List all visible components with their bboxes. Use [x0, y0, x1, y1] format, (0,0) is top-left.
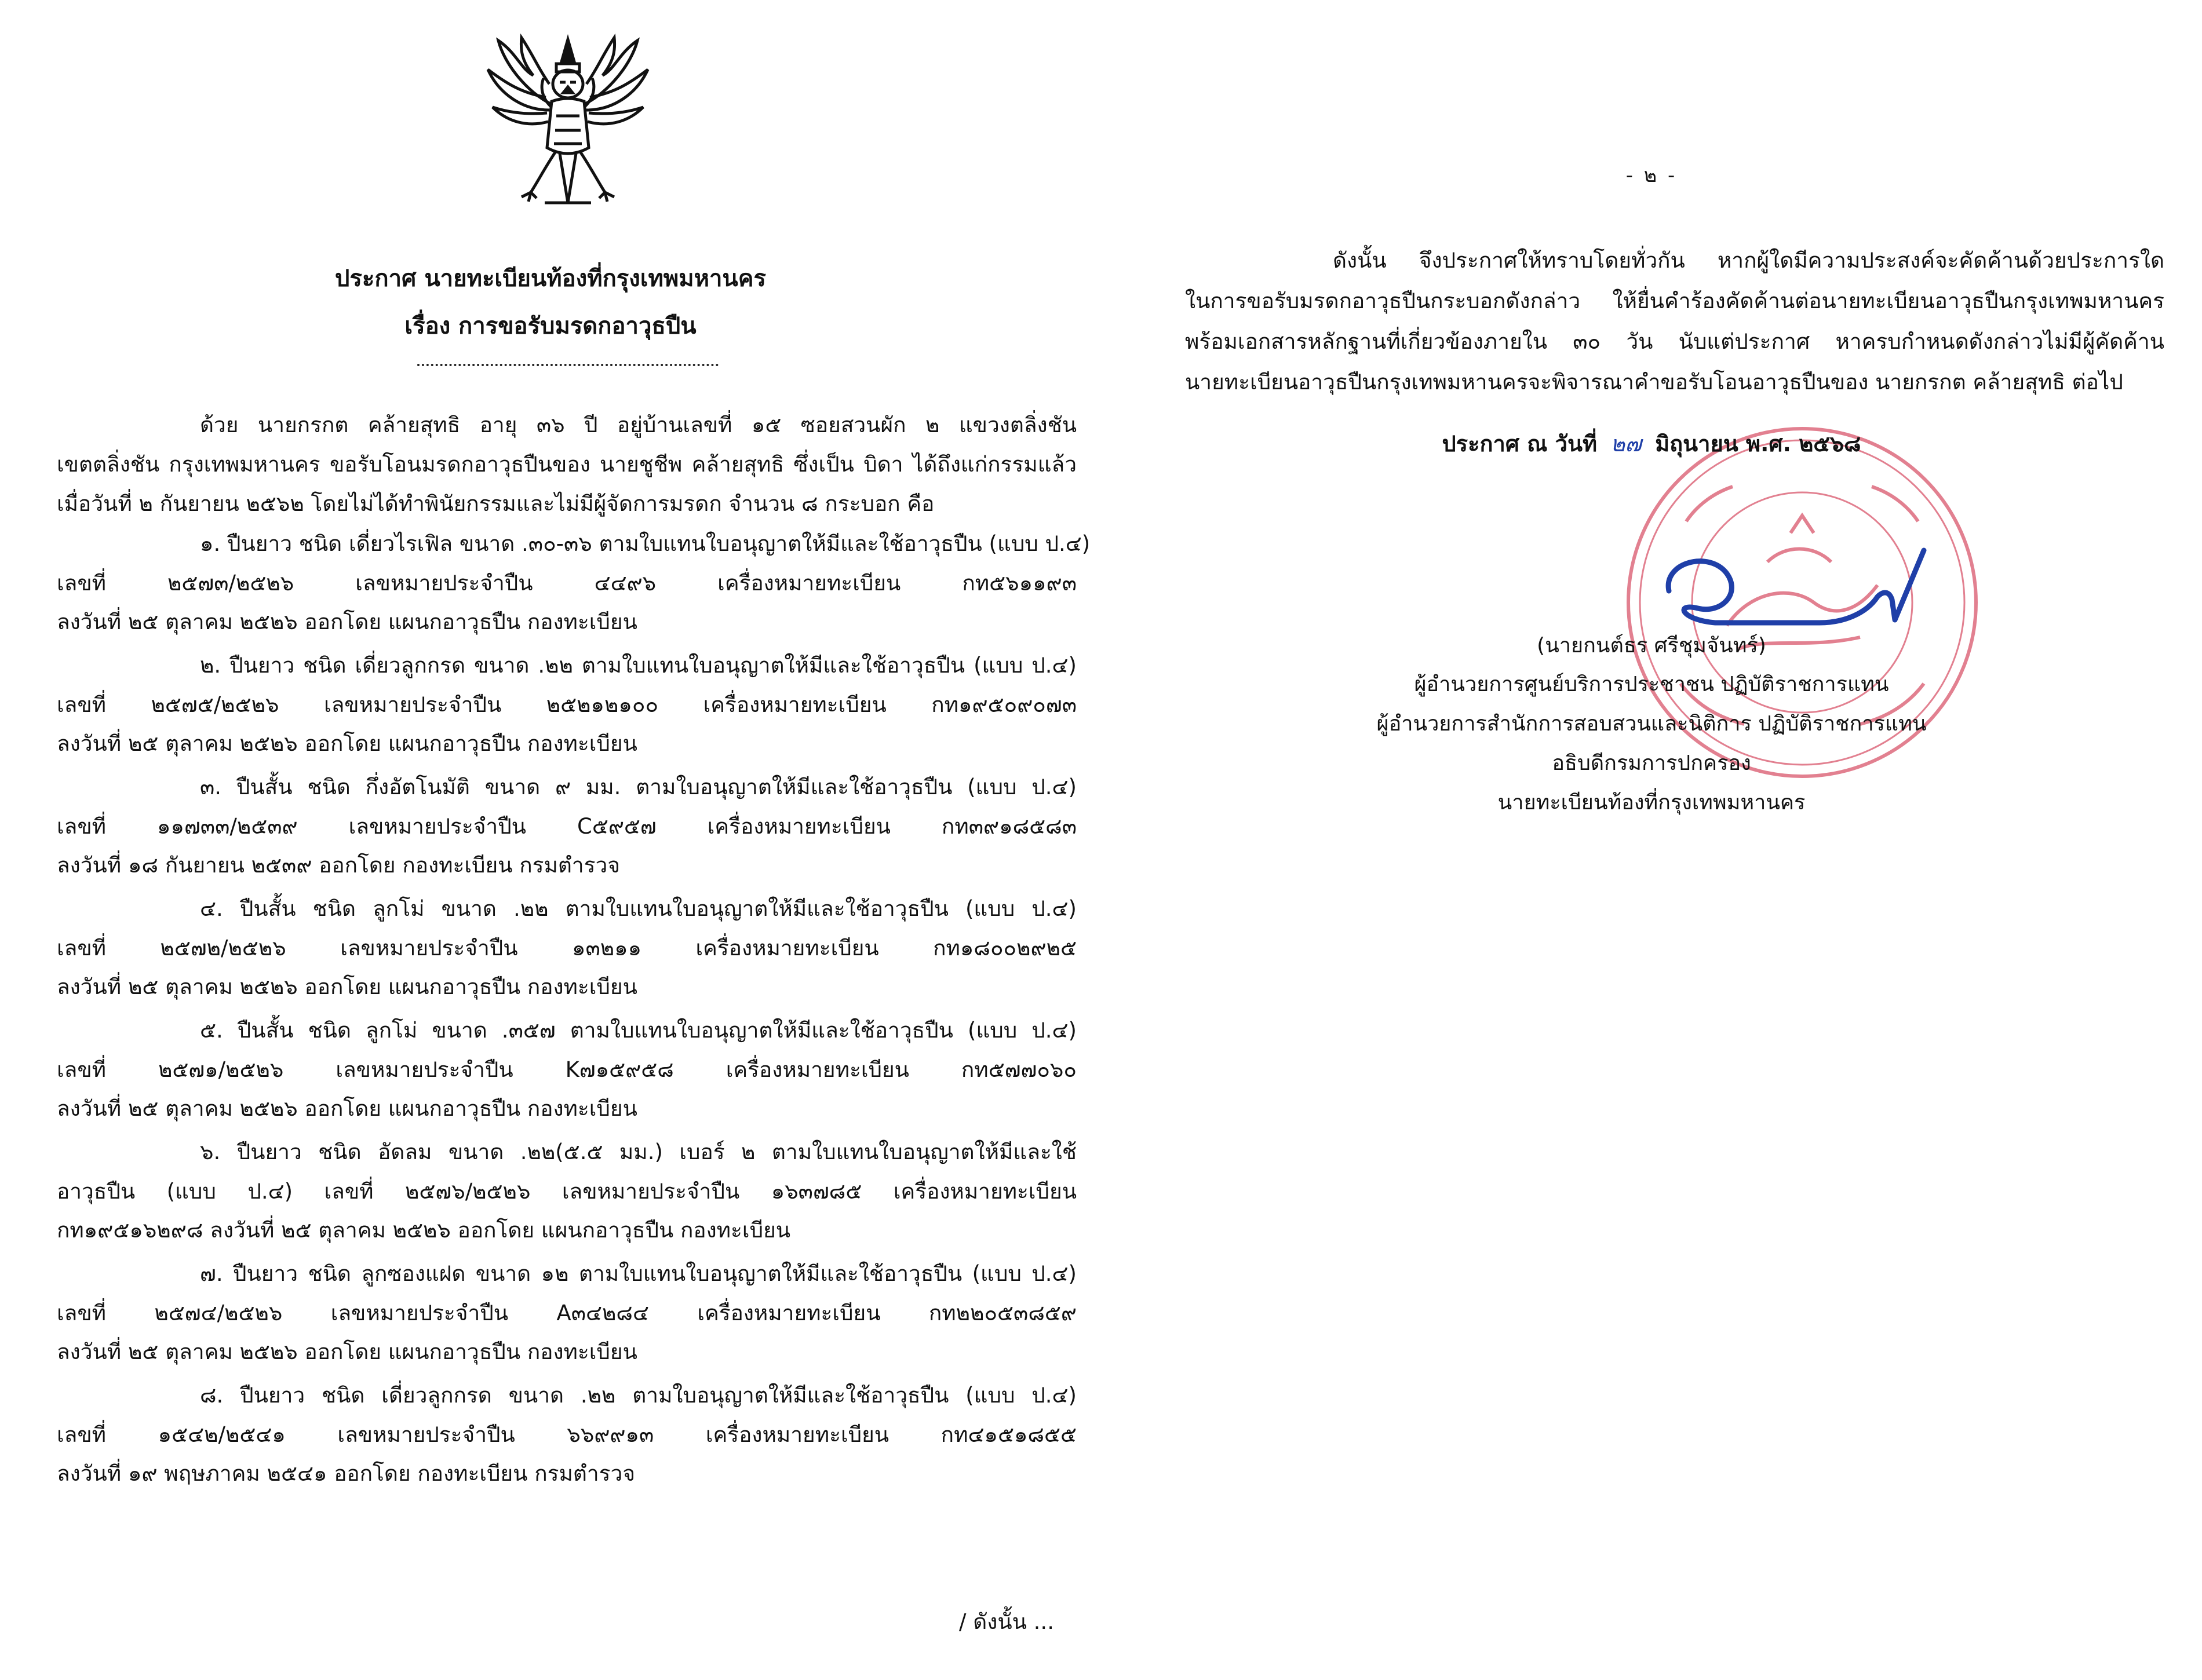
date-day: ๒๗ [1610, 431, 1642, 456]
body-line: อาวุธปืน (แบบ ป.๔) เลขที่ ๒๕๗๖/๒๕๒๖ เลขหมายประจำปืน ๑๖๓๗๘๕ เครื่องหมายทะเบียน [57, 1179, 1077, 1204]
body-line: เลขที่ ๒๕๗๕/๒๕๒๖ เลขหมายประจำปืน ๒๕๒๑๒๑๐๐ เครื่องหมายทะเบียน กท๑๙๕๐๙๐๗๓ [57, 692, 1077, 717]
announcement-subject: เรื่อง การขอรับมรดกอาวุธปืน [404, 313, 697, 339]
body-line: เขตตลิ่งชัน กรุงเทพมหานคร ขอรับโอนมรดกอาวุธปืนของ นายชูชีพ คล้ายสุทธิ ซึ่งเป็น บิดา ได้ถึงแก่กรรมแล้ว [57, 452, 1077, 477]
body-line: ๔. ปืนสั้น ชนิด ลูกโม่ ขนาด .๒๒ ตามใบแทนใบอนุญาตให้มีและใช้อาวุธปืน (แบบ ป.๔) [200, 896, 1077, 921]
body-line: ดังนั้น จึงประกาศให้ทราบโดยทั่วกัน หากผู้ใดมีความประสงค์จะคัดค้านด้วยประการใด [1333, 248, 2164, 273]
body-line: เลขที่ ๑๕๔๒/๒๕๔๑ เลขหมายประจำปืน ๖๖๙๙๑๓ เครื่องหมายทะเบียน กท๔๑๕๑๘๕๕ [57, 1422, 1077, 1447]
body-line: ลงวันที่ ๒๕ ตุลาคม ๒๕๒๖ ออกโดย แผนกอาวุธปืน กองทะเบียน [57, 1096, 637, 1121]
announcement-page-2 [1101, 0, 2202, 1680]
body-line: ในการขอรับมรดกอาวุธปืนกระบอกดังกล่าว ให้ยื่นคำร้องคัดค้านต่อนายทะเบียนอาวุธปืนกรุงเทพมหานคร [1185, 288, 2164, 313]
body-line: ๒. ปืนยาว ชนิด เดี่ยวลูกกรด ขนาด .๒๒ ตามใบแทนใบอนุญาตให้มีและใช้อาวุธปืน (แบบ ป.๔) [200, 653, 1077, 678]
body-line: กท๑๙๕๑๖๒๙๘ ลงวันที่ ๒๕ ตุลาคม ๒๕๒๖ ออกโดย แผนกอาวุธปืน กองทะเบียน [57, 1218, 791, 1243]
page-number: - ๒ - [1625, 164, 1678, 187]
body-line: ๗. ปืนยาว ชนิด ลูกซองแฝด ขนาด ๑๒ ตามใบแทนใบอนุญาตให้มีและใช้อาวุธปืน (แบบ ป.๔) [200, 1261, 1077, 1286]
body-line: ด้วย นายกรกต คล้ายสุทธิ อายุ ๓๖ ปี อยู่บ้านเลขที่ ๑๕ ซอยสวนผัก ๒ แขวงตลิ่งชัน [200, 412, 1077, 437]
body-line: ลงวันที่ ๑๙ พฤษภาคม ๒๕๔๑ ออกโดย กองทะเบียน กรมตำรวจ [57, 1461, 636, 1486]
date-suffix: มิถุนายน พ.ศ. ๒๕๖๘ [1655, 431, 1861, 456]
body-line: ลงวันที่ ๒๕ ตุลาคม ๒๕๒๖ ออกโดย แผนกอาวุธปืน กองทะเบียน [57, 731, 637, 756]
body-line: เลขที่ ๑๑๗๓๓/๒๕๓๙ เลขหมายประจำปืน C๕๙๕๗ เครื่องหมายทะเบียน กท๓๙๑๘๕๘๓ [57, 814, 1077, 839]
body-line: ลงวันที่ ๒๕ ตุลาคม ๒๕๒๖ ออกโดย แผนกอาวุธปืน กองทะเบียน [57, 609, 637, 634]
body-line: พร้อมเอกสารหลักฐานที่เกี่ยวข้องภายใน ๓๐ วัน นับแต่ประกาศ หาครบกำหนดดังกล่าวไม่มีผู้คัดค้าน [1185, 329, 2164, 354]
signer-position: อธิบดีกรมการปกครอง [1552, 751, 1751, 775]
signer-name: (นายกนต์ธร ศรีชุมจันทร์) [1537, 634, 1766, 658]
body-line: ๘. ปืนยาว ชนิด เดี่ยวลูกกรด ขนาด .๒๒ ตามใบอนุญาตให้มีและใช้อาวุธปืน (แบบ ป.๔) [200, 1383, 1077, 1408]
handwritten-signature [1634, 527, 1959, 643]
body-line: เลขที่ ๒๕๗๔/๒๕๒๖ เลขหมายประจำปืน A๓๔๒๘๔ เครื่องหมายทะเบียน กท๒๒๐๕๓๘๕๙ [57, 1301, 1077, 1325]
body-line: ลงวันที่ ๒๕ ตุลาคม ๒๕๒๖ ออกโดย แผนกอาวุธปืน กองทะเบียน [57, 974, 637, 999]
body-line: เลขที่ ๒๕๗๓/๒๕๒๖ เลขหมายประจำปืน ๔๔๙๖ เครื่องหมายทะเบียน กท๕๖๑๑๙๓ [57, 571, 1077, 596]
signer-position: ผู้อำนวยการสำนักการสอบสวนและนิติการ ปฏิบัติราชการแทน [1376, 712, 1927, 736]
body-line: ๕. ปืนสั้น ชนิด ลูกโม่ ขนาด .๓๕๗ ตามใบแทนใบอนุญาตให้มีและใช้อาวุธปืน (แบบ ป.๔) [200, 1018, 1077, 1043]
body-line: ๑. ปืนยาว ชนิด เดี่ยวไรเฟิล ขนาด .๓๐-๓๖ ตามใบแทนใบอนุญาตให้มีและใช้อาวุธปืน (แบบ ป.๔) [200, 531, 1091, 556]
announcement-date [1101, 426, 2202, 461]
body-line: เลขที่ ๒๕๗๒/๒๕๒๖ เลขหมายประจำปืน ๑๓๒๑๑ เครื่องหมายทะเบียน กท๑๘๐๐๒๙๒๕ [57, 936, 1077, 960]
signer-position: นายทะเบียนท้องที่กรุงเทพมหานคร [1497, 791, 1806, 815]
body-line: นายทะเบียนอาวุธปืนกรุงเทพมหานครจะพิจารณาคำขอรับโอนอาวุธปืนของ นายกรกต คล้ายสุทธิ ต่อไป [1185, 370, 2123, 395]
announcement-title: ประกาศ นายทะเบียนท้องที่กรุงเทพมหานคร [334, 265, 766, 292]
date-prefix: ประกาศ ณ วันที่ [1442, 431, 1598, 456]
body-line: เมื่อวันที่ ๒ กันยายน ๒๕๖๒ โดยไม่ได้ทำพินัยกรรมและไม่มีผู้จัดการมรดก จำนวน ๘ กระบอก คือ [57, 491, 935, 516]
body-line: ลงวันที่ ๒๕ ตุลาคม ๒๕๒๖ ออกโดย แผนกอาวุธปืน กองทะเบียน [57, 1339, 637, 1364]
title-divider [417, 364, 719, 366]
body-line: ๖. ปืนยาว ชนิด อัดลม ขนาด .๒๒(๕.๕ มม.) เบอร์ ๒ ตามใบแทนใบอนุญาตให้มีและใช้ [200, 1140, 1077, 1164]
body-line: ลงวันที่ ๑๘ กันยายน ๒๕๓๙ ออกโดย กองทะเบียน กรมตำรวจ [57, 853, 620, 878]
continued-marker: / ดังนั้น ... [959, 1609, 1054, 1634]
garuda-emblem-icon [475, 29, 661, 214]
signer-position: ผู้อำนวยการศูนย์บริการประชาชน ปฏิบัติราชการแทน [1414, 673, 1889, 696]
body-line: ๓. ปืนสั้น ชนิด กึ่งอัตโนมัติ ขนาด ๙ มม. ตามใบอนุญาตให้มีและใช้อาวุธปืน (แบบ ป.๔) [200, 775, 1077, 799]
body-line: เลขที่ ๒๕๗๑/๒๕๒๖ เลขหมายประจำปืน K๗๑๕๙๕๘ เครื่องหมายทะเบียน กท๕๗๗๐๖๐ [57, 1057, 1077, 1082]
